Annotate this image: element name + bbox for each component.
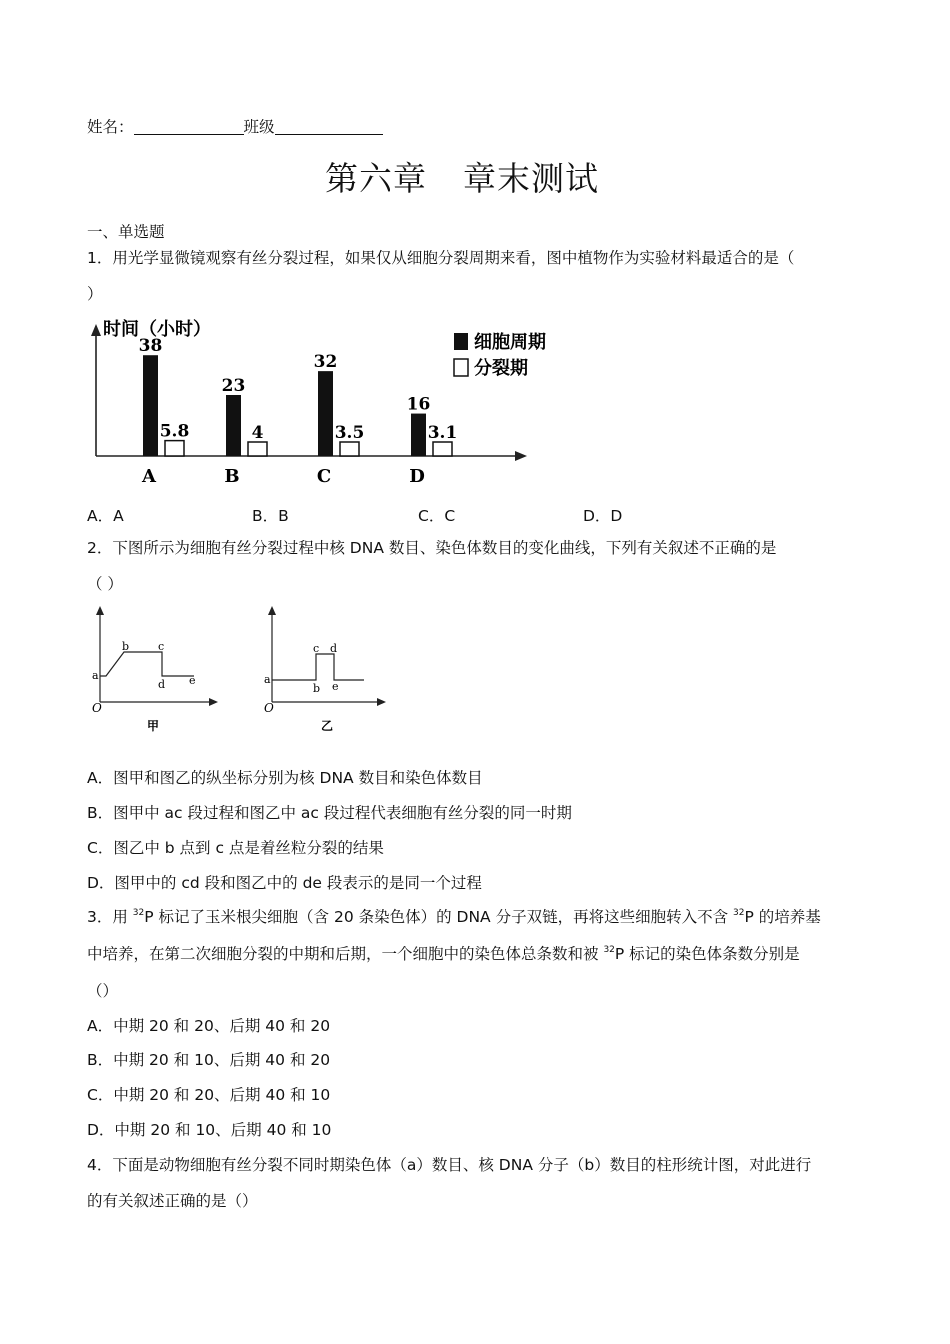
value-label-cycle-B: 23: [221, 376, 246, 396]
yi-label-c: c: [313, 642, 320, 655]
bar-division-A: [165, 441, 184, 456]
yi-label-a: a: [264, 673, 271, 686]
name-class-line: [87, 117, 383, 137]
q3-sup-1: 32: [132, 908, 145, 918]
bar-division-B: [248, 442, 267, 456]
jia-y-arrow: [96, 606, 104, 615]
value-label-division-D: 3.1: [427, 423, 458, 443]
q1-option-a[interactable]: A．A: [87, 507, 124, 525]
jia-label-e: e: [189, 674, 196, 687]
q1-option-b[interactable]: B．B: [252, 507, 289, 525]
jia-label-a: a: [92, 669, 99, 682]
q2-graph-jia: [86, 602, 226, 740]
bar-cycle-A: [143, 355, 158, 456]
yi-label-b: b: [313, 682, 321, 695]
jia-label-b: b: [122, 640, 130, 653]
q3-option-c[interactable]: C．中期 20 和 20、后期 40 和 10: [87, 1086, 331, 1104]
jia-label-d: d: [158, 678, 166, 691]
yi-label-d: d: [330, 642, 338, 655]
q4-stem-line2: 的有关叙述正确的是（）: [87, 1192, 258, 1210]
value-label-division-B: 4: [251, 423, 264, 443]
legend-label-cycle: 细胞周期: [474, 332, 546, 353]
q3-stem-line1: [87, 907, 821, 927]
value-label-cycle-D: 16: [406, 394, 431, 415]
value-label-cycle-A: 38: [138, 336, 163, 357]
q4-stem-line1: 4．下面是动物细胞有丝分裂不同时期染色体（a）数目、核 DNA 分子（b）数目的柱形统计图，对此进行: [87, 1156, 812, 1174]
legend-label-division: 分裂期: [474, 358, 528, 379]
yi-origin: O: [264, 701, 274, 715]
jia-caption: 甲: [147, 719, 160, 733]
name-blank[interactable]: [134, 118, 244, 135]
q3-option-d[interactable]: D．中期 20 和 10、后期 40 和 10: [87, 1121, 332, 1139]
q2-option-c[interactable]: C．图乙中 b 点到 c 点是着丝粒分裂的结果: [87, 839, 384, 857]
q3-option-b[interactable]: B．中期 20 和 10、后期 40 和 20: [87, 1051, 331, 1069]
yi-y-arrow: [268, 606, 276, 615]
q2-stem-line2: （ ）: [87, 575, 123, 593]
legend-swatch-cycle: [454, 333, 468, 350]
q2-graph-yi: [258, 602, 398, 740]
q3-stem-line3: （）: [87, 982, 119, 1000]
legend-swatch-division: [454, 359, 468, 376]
q3-text-1a: 3．用: [87, 908, 133, 926]
y-axis-arrow: [91, 324, 101, 336]
jia-curve: [100, 652, 194, 676]
x-axis-arrow: [515, 451, 527, 461]
section-heading: 一、单选题: [87, 223, 165, 241]
q2-option-b[interactable]: B．图甲中 ac 段过程和图乙中 ac 段过程代表细胞有丝分裂的同一时期: [87, 804, 572, 822]
q2-stem-line1: 2．下图所示为细胞有丝分裂过程中核 DNA 数目、染色体数目的变化曲线，下列有关叙述不正确的是: [87, 539, 777, 557]
yi-caption: 乙: [321, 719, 334, 733]
yi-x-arrow: [377, 698, 386, 706]
q1-option-c[interactable]: C．C: [418, 507, 456, 525]
bar-cycle-B: [226, 395, 241, 456]
q3-text-1b: P 标记了玉米根尖细胞（含 20 条染色体）的 DNA 分子双链，再将这些细胞转入不含: [144, 908, 734, 926]
q3-text-2b: P 标记的染色体条数分别是: [614, 945, 800, 963]
title-chapter: 第六章: [325, 159, 427, 198]
y-axis-label: 时间（小时）: [103, 319, 211, 340]
q3-text-1c: P 的培养基: [744, 908, 821, 926]
title-test: 章末测试: [463, 159, 599, 198]
q3-sup-2: 32: [733, 908, 745, 918]
class-blank[interactable]: [275, 118, 383, 135]
q2-option-a[interactable]: A．图甲和图乙的纵坐标分别为核 DNA 数目和染色体数目: [87, 769, 483, 787]
jia-origin: O: [92, 701, 102, 715]
value-label-division-A: 5.8: [159, 421, 190, 442]
q1-option-d[interactable]: D．D: [583, 507, 623, 525]
page-title: [325, 153, 599, 200]
name-label: 姓名：: [87, 118, 134, 136]
q2-option-d[interactable]: D．图甲中的 cd 段和图乙中的 de 段表示的是同一个过程: [87, 874, 482, 892]
bar-division-D: [433, 442, 452, 456]
category-label-C: C: [316, 466, 332, 487]
jia-label-c: c: [158, 640, 165, 653]
category-label-A: A: [142, 466, 156, 487]
q1-stem-line1: 1．用光学显微镜观察有丝分裂过程，如果仅从细胞分裂周期来看，图中植物作为实验材料最适合的是（: [87, 249, 795, 267]
yi-curve: [272, 654, 364, 680]
q3-text-2a: 中培养，在第二次细胞分裂的中期和后期，一个细胞中的染色体总条数和被: [87, 945, 604, 963]
q1-bar-chart: [85, 312, 575, 492]
q1-stem-line2: ）: [87, 285, 103, 303]
jia-x-arrow: [209, 698, 218, 706]
bar-division-C: [340, 442, 359, 456]
q3-stem-line2: [87, 944, 800, 964]
category-label-B: B: [224, 466, 240, 487]
category-label-D: D: [409, 466, 425, 487]
yi-label-e: e: [332, 680, 339, 693]
value-label-division-C: 3.5: [334, 423, 365, 443]
bar-cycle-C: [318, 371, 333, 456]
q3-option-a[interactable]: A．中期 20 和 20、后期 40 和 20: [87, 1017, 331, 1035]
q3-sup-3: 32: [603, 945, 615, 955]
value-label-cycle-C: 32: [313, 352, 338, 373]
bar-cycle-D: [411, 414, 426, 456]
class-label: 班级: [243, 118, 275, 136]
